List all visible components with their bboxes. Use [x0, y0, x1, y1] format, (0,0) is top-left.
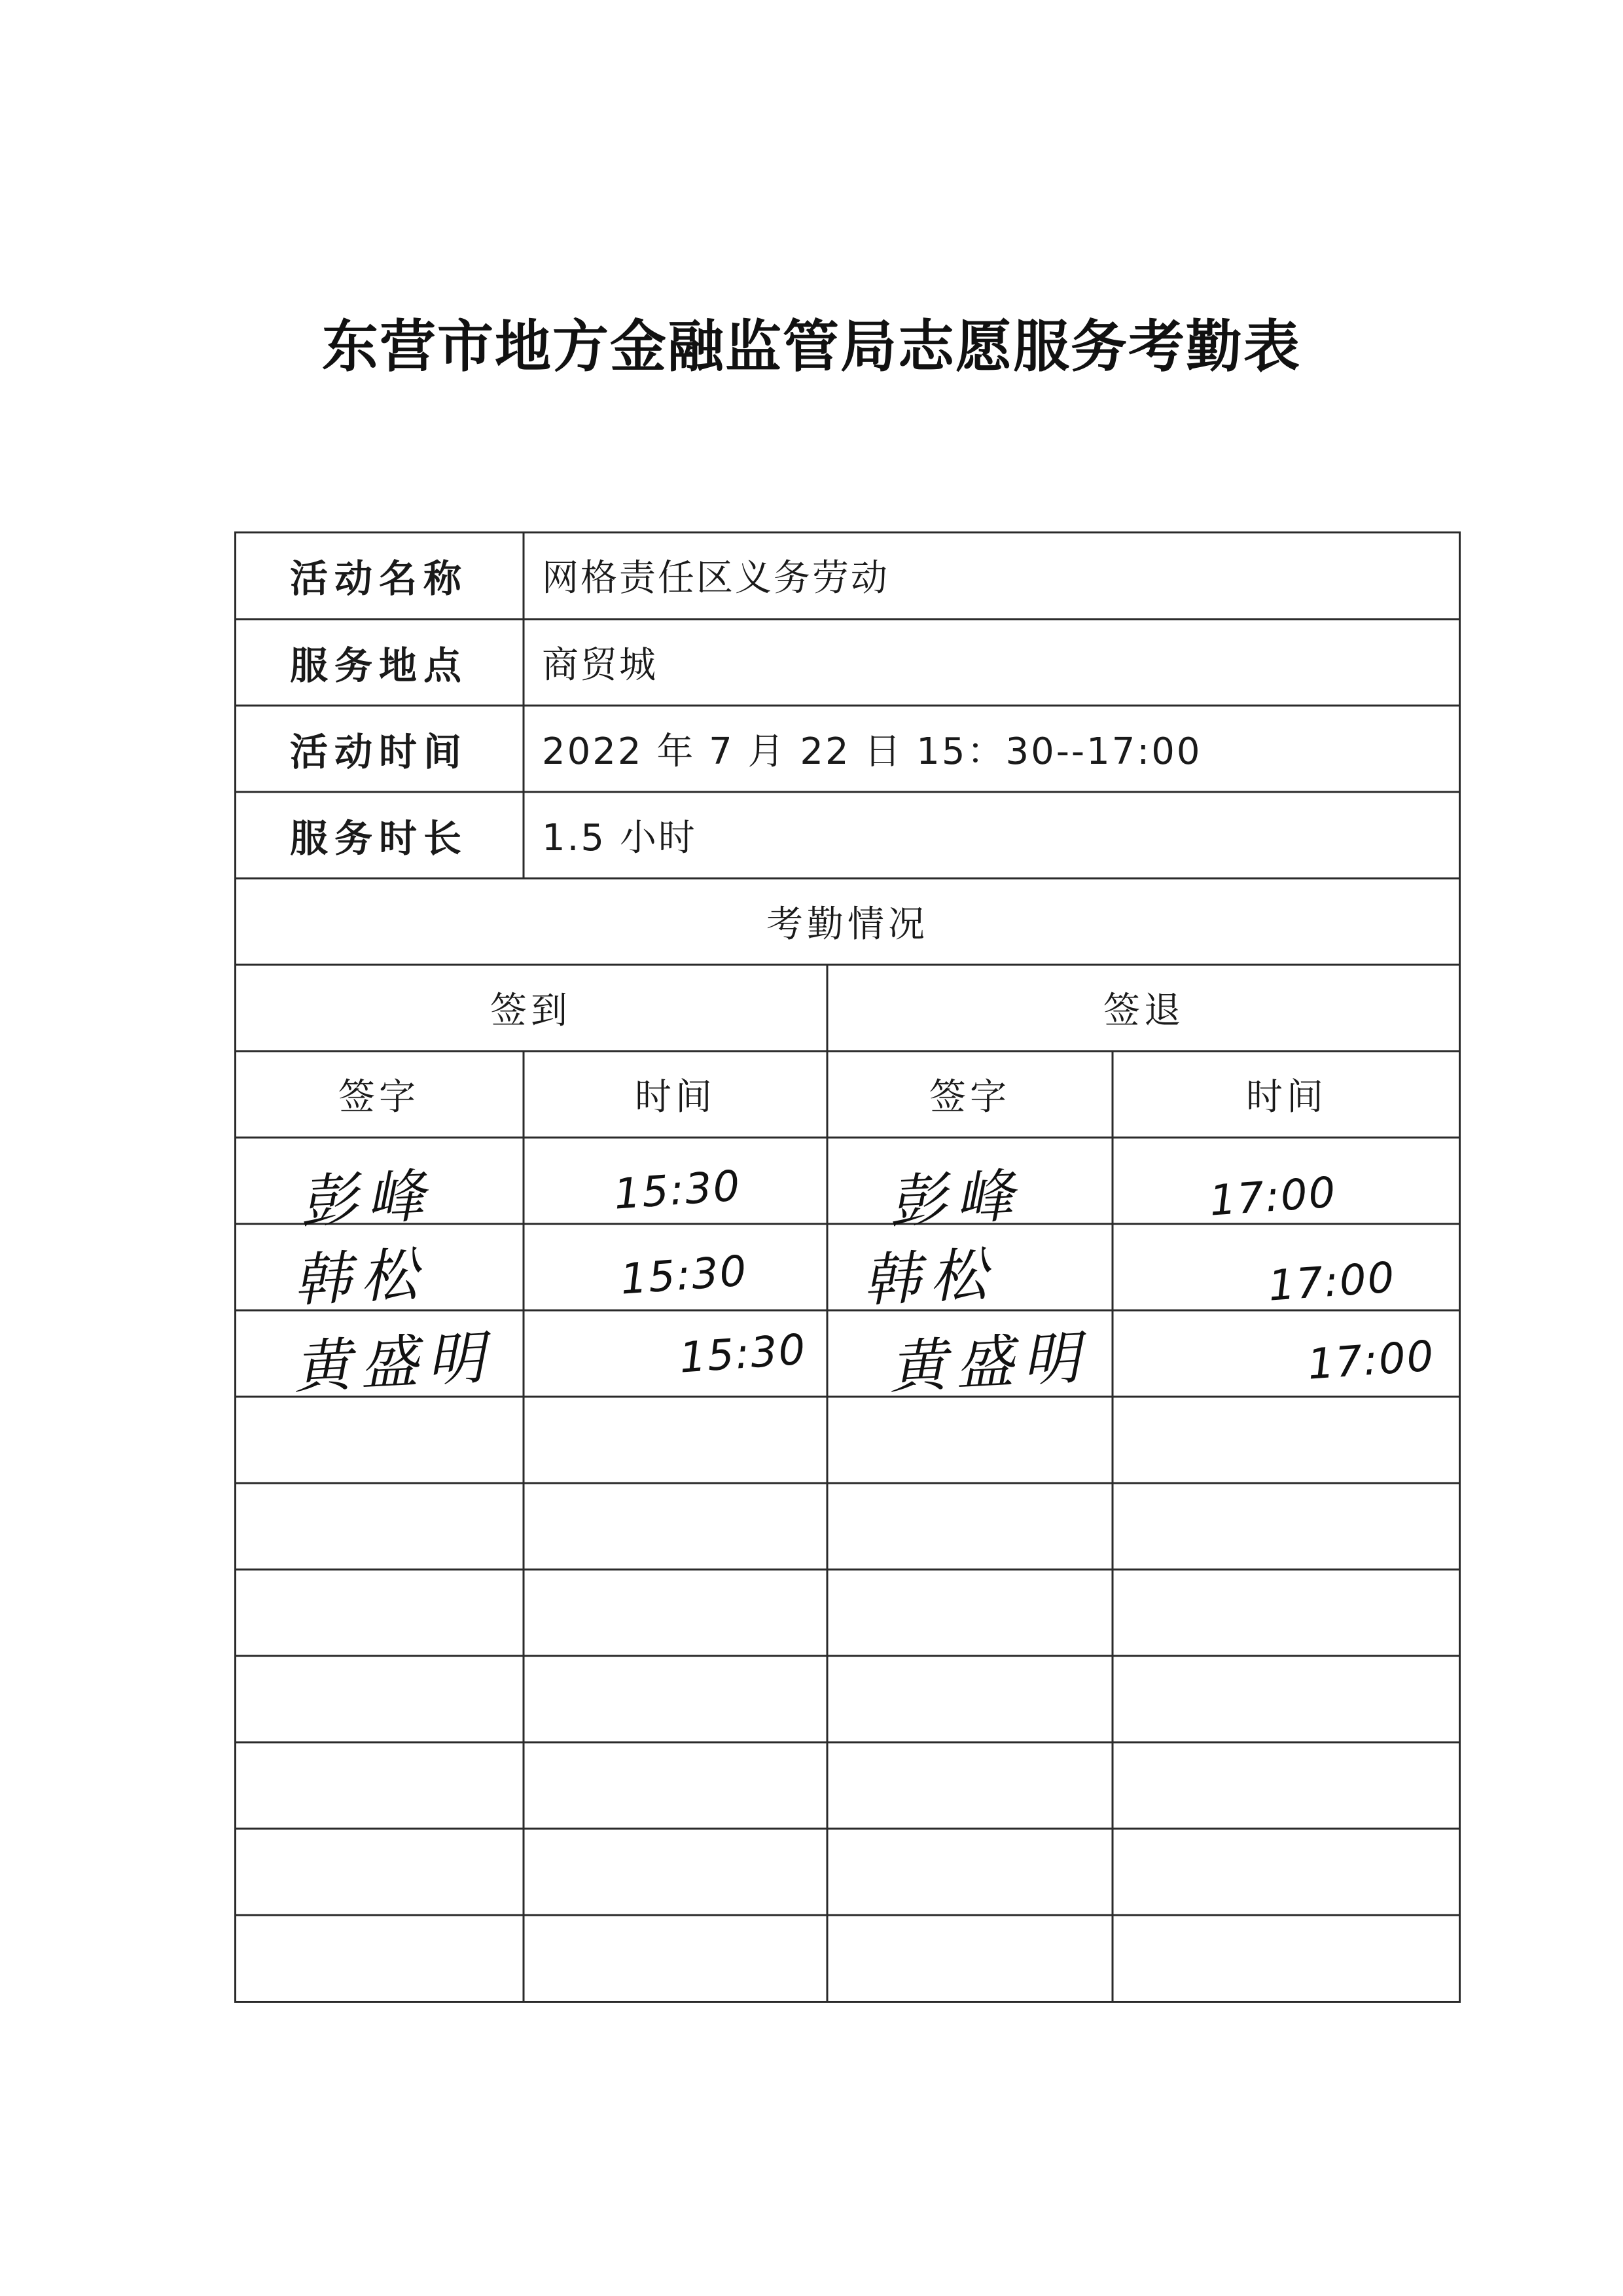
activity-name-value: 网格责任区义务劳动: [542, 557, 889, 600]
activity-time-value: 2022 年 7 月 22 日 15：30--17:00: [542, 730, 1202, 773]
sign-in-time: 15:30: [612, 1162, 743, 1219]
sign-out-signature-header: 签字: [929, 1076, 1010, 1119]
service-location-label: 服务地点: [289, 643, 468, 688]
service-duration-label: 服务时长: [289, 816, 468, 861]
sign-in-signature: 彭峰: [298, 1161, 435, 1236]
sign-in-time: 15:30: [618, 1247, 749, 1304]
sign-out-time: 17:00: [1266, 1253, 1397, 1311]
activity-name-label: 活动名称: [289, 556, 468, 601]
sign-out-time-header: 时间: [1246, 1076, 1327, 1119]
sign-in-signature-header: 签字: [338, 1076, 419, 1119]
sign-in-signature: 韩松: [291, 1240, 429, 1315]
attendance-heading: 考勤情况: [766, 903, 929, 946]
sign-out-signature: 韩松: [861, 1240, 998, 1315]
service-duration-value: 1.5 小时: [542, 817, 697, 859]
sign-in-time: 15:30: [677, 1325, 808, 1383]
sign-out-time: 17:00: [1207, 1168, 1338, 1226]
service-location-value: 商贸城: [542, 644, 658, 687]
attendance-sheet: [234, 531, 1461, 2003]
page-title: 东营市地方金融监管局志愿服务考勤表: [322, 314, 1301, 380]
sign-out-time: 17:00: [1306, 1332, 1436, 1390]
sign-in-time-header: 时间: [635, 1076, 716, 1119]
activity-time-label: 活动时间: [289, 730, 468, 774]
sign-out-signature: 彭峰: [887, 1161, 1024, 1236]
sign-out-signature: 黄盛明: [887, 1323, 1091, 1401]
sign-out-heading: 签退: [1103, 990, 1185, 1032]
sign-in-heading: 签到: [490, 990, 571, 1032]
sign-in-signature: 黄盛明: [291, 1323, 495, 1401]
